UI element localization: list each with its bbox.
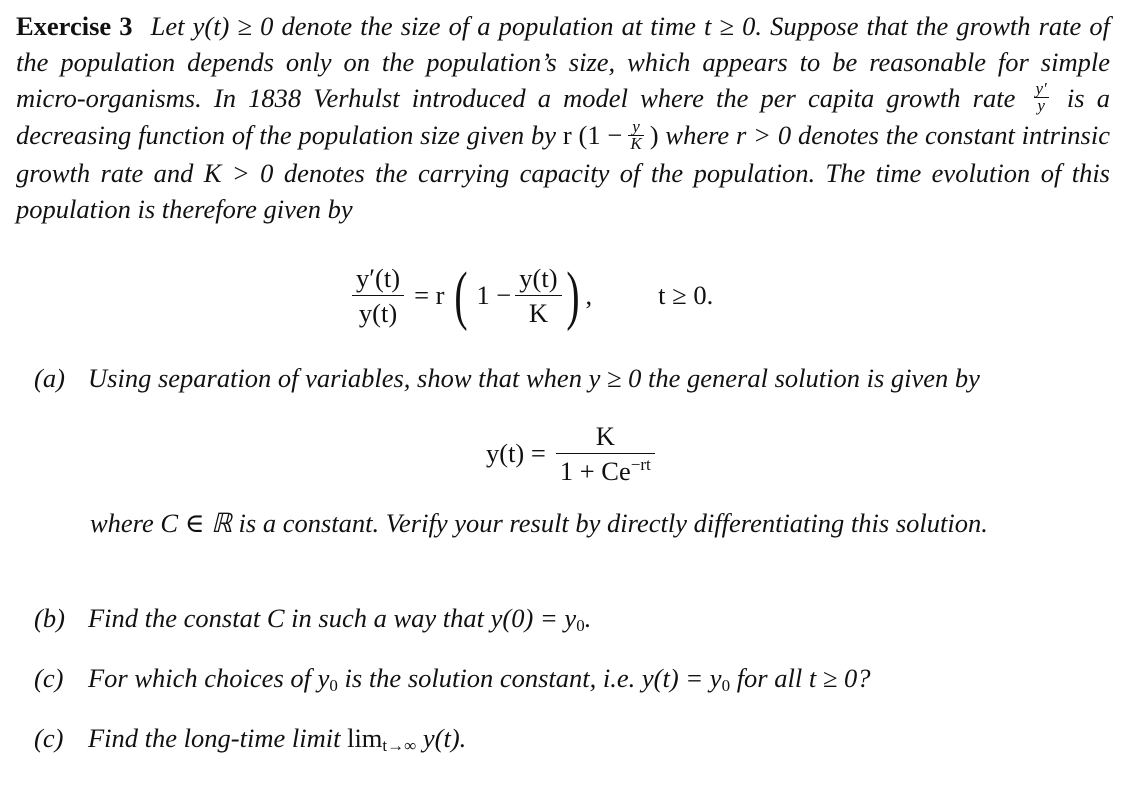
main-equation	[352, 258, 714, 332]
part-c1-subscript-2: 0	[721, 676, 731, 695]
limit-operator: lim	[347, 723, 383, 753]
part-a	[34, 360, 1110, 396]
left-paren: (	[454, 258, 469, 332]
part-c1-label: (c)	[34, 663, 64, 693]
solution-numerator: K	[556, 420, 655, 454]
exercise-intro	[16, 8, 1110, 227]
intro-text-4: where r > 0 denotes the constant intrinsic growth rate and K > 0 denotes the carrying capacity of the population. The time evolution of this population is therefore given by	[16, 120, 1110, 224]
part-b-text-post: .	[584, 603, 592, 633]
part-a-after: where C ∈ ℝ is a constant. Verify your result by directly differentiating this solution.	[90, 508, 988, 538]
solution-denominator-base: 1 + Ce	[559, 456, 631, 486]
part-b-text-pre: Find the constat C in such a way that y(0) = y	[88, 603, 577, 633]
one-minus: 1 −	[476, 280, 512, 310]
equals-r: = r	[414, 280, 445, 310]
intro-text-1: Let y(t) ≥ 0 denote the size of a population at time t ≥ 0. Suppose that the growth rate of the population depends only on the population’s size, which appears to be reasonable for simple micro-organisms. In 1838 Verhulst introduced a model where the per capita growth rate	[16, 11, 1110, 113]
logistic-factor-fraction	[628, 116, 643, 153]
exercise-block	[16, 8, 1110, 227]
solution-lhs: y(t) =	[486, 438, 546, 468]
inner-fraction	[515, 262, 561, 329]
part-b-subscript: 0	[576, 616, 585, 635]
inner-denominator: K	[528, 298, 548, 328]
solution-exponent: −rt	[630, 455, 651, 474]
logistic-factor-numerator: y	[628, 119, 643, 136]
part-c1-text-mid: is the solution constant, i.e. y(t) = y	[337, 663, 722, 693]
right-paren: )	[565, 258, 580, 332]
intro-text-2: is a decreasing function of the population size given by	[16, 83, 1110, 151]
solution-equation	[486, 420, 655, 487]
limit-subscript: t→∞	[382, 736, 417, 755]
part-c2-label: (c)	[34, 723, 64, 753]
solution-fraction	[556, 420, 655, 487]
part-c1-text-post: for all t ≥ 0?	[730, 663, 871, 693]
part-a-text: Using separation of variables, show that when y ≥ 0 the general solution is given by	[88, 363, 980, 393]
part-c2-text	[88, 720, 1110, 756]
exercise-label: Exercise 3	[16, 11, 133, 41]
part-b-text	[88, 600, 1110, 636]
solution-denominator	[556, 454, 655, 487]
logistic-factor-post: )	[649, 120, 659, 151]
lhs-denominator: y(t)	[358, 298, 398, 328]
lhs-numerator: y′(t)	[352, 262, 404, 296]
part-c2-text-pre: Find the long-time limit	[88, 723, 348, 753]
part-c-limit	[34, 720, 1110, 756]
part-c2-text-post: y(t).	[416, 723, 467, 753]
equation-comma: ,	[585, 280, 593, 310]
part-a-label: (a)	[34, 363, 65, 393]
per-capita-numerator: y′	[1035, 79, 1047, 99]
part-b-label: (b)	[34, 603, 65, 633]
part-b	[34, 600, 1110, 636]
logistic-factor-pre: r (1 −	[562, 120, 623, 151]
part-c1-text	[88, 660, 1110, 696]
part-c1-subscript-1: 0	[329, 676, 338, 695]
lhs-fraction	[352, 262, 404, 329]
logistic-factor-denominator: K	[630, 133, 642, 153]
part-c-constant	[34, 660, 1110, 696]
time-condition: t ≥ 0.	[658, 280, 714, 310]
part-c1-text-pre: For which choices of y	[88, 663, 330, 693]
per-capita-denominator: y	[1037, 96, 1045, 116]
inner-numerator: y(t)	[515, 262, 561, 296]
per-capita-fraction	[1034, 81, 1049, 114]
